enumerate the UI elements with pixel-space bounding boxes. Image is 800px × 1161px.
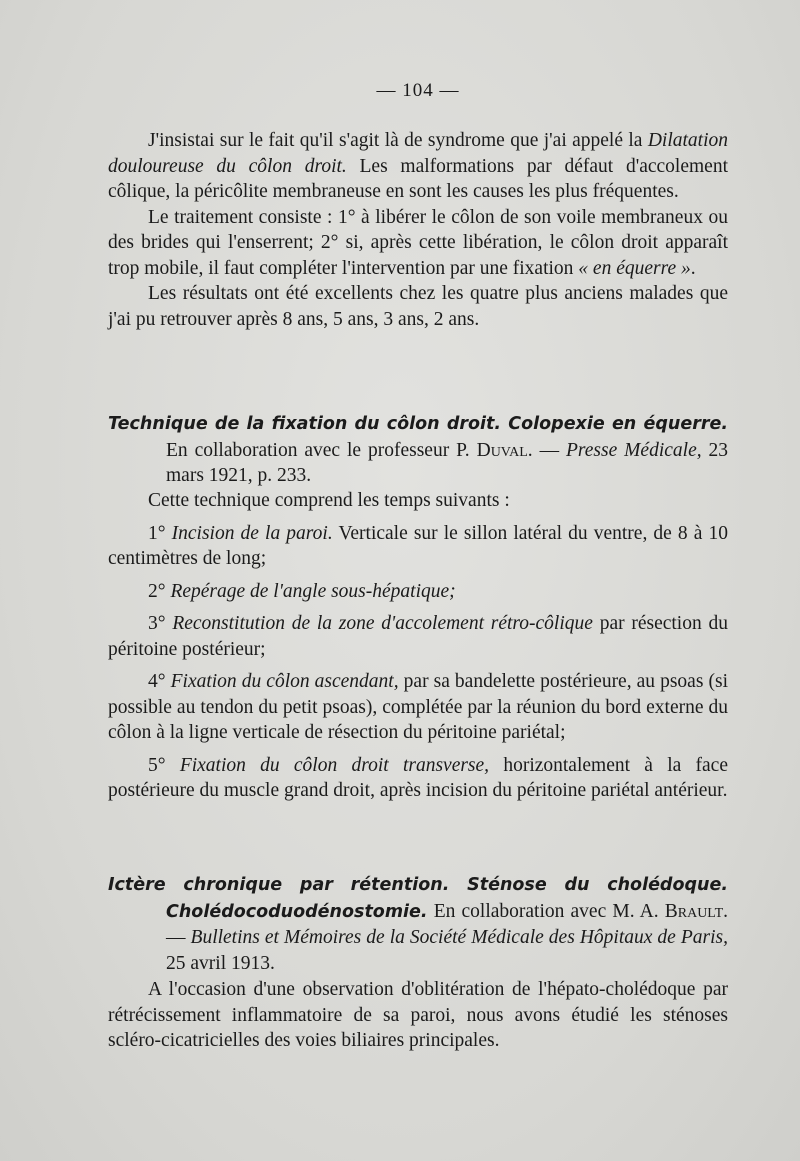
step-4 [108, 669, 728, 746]
text-run: En collaboration avec le professeur P. [166, 439, 477, 461]
publication-date: 23 mars 1921, p. 233. [166, 439, 729, 486]
author-name: Brault [664, 900, 724, 922]
intro-paragraph-1 [108, 128, 728, 205]
intro-block [108, 128, 728, 332]
section-1-heading [108, 411, 728, 489]
step-5 [108, 753, 728, 804]
step-number: 1° [148, 522, 172, 544]
step-number: 4° [148, 671, 171, 692]
section-1-body [108, 488, 728, 811]
journal-name: Presse Médicale, [566, 439, 702, 461]
text-run: . [690, 257, 696, 279]
publication-date: 25 avril 1913. [166, 952, 275, 974]
text-run: Les malformations par défaut d'accolement côlique, la péricôlite membraneuse en sont les causes les plus fréquentes. [108, 155, 728, 202]
syndrome-name: Dilatation douloureuse du côlon droit. [108, 130, 728, 177]
step-text: par sa bandelette postérieure, au psoas (si possible au tendon du petit psoas), complétée par la réunion du bord externe du côlon à la ligne verticale de résection du péritoine pariétal; [108, 671, 728, 743]
step-1 [108, 521, 728, 572]
step-title: Fixation du côlon droit transverse, [179, 754, 490, 776]
intro-paragraph-3: Les résultats ont été excellents chez les quatre plus anciens malades que j'ai pu retrouver après 8 ans, 5 ans, 3 ans, 2 ans. [108, 283, 728, 330]
step-text: horizontalement à la face postérieure du muscle grand droit, après incision du péritoine pariétal antérieur. [108, 754, 728, 801]
intro-paragraph-2 [108, 205, 728, 282]
page-number: — 104 — [376, 80, 460, 101]
step-text: Verticale sur le sillon latéral du ventre, de 8 à 10 centimètres de long; [108, 522, 728, 569]
step-text: par résection du péritoine postérieur; [108, 613, 728, 660]
step-2 [108, 579, 728, 605]
text-run: J'insistai sur le fait qu'il s'agit là de syndrome que j'ai appelé la [148, 130, 648, 151]
section-1-title: Technique de la fixation du côlon droit. Colopexie en équerre. [108, 414, 728, 434]
section-2-paragraph: A l'occasion d'une observation d'oblitération de l'hépato-cholédoque par rétrécissement inflammatoire de sa paroi, nous avons étudié les sténoses scléro-cicatricielles des voies biliaires principales. [108, 979, 728, 1051]
section-2-heading [108, 872, 728, 976]
section-2-body [108, 977, 728, 1054]
text-run: . — [166, 900, 728, 948]
author-name: Duval [476, 439, 528, 461]
step-title: Incision de la paroi. [171, 522, 333, 544]
step-title: Reconstitution de la zone d'accolement rétro-côlique [172, 613, 593, 634]
text-run: . — [527, 439, 566, 461]
step-3 [108, 611, 728, 662]
step-number: 3° [148, 613, 173, 634]
step-number: 2° [148, 580, 171, 602]
step-number: 5° [148, 754, 180, 776]
journal-name: Bulletins et Mémoires de la Société Médicale des Hôpitaux de Paris, [190, 927, 728, 948]
text-run: En collaboration avec M. A. [427, 900, 665, 922]
section-2-title: Ictère chronique par rétention. Sténose du cholédoque. Cholédocoduodénostomie. [108, 875, 728, 922]
step-title: Fixation du côlon ascendant, [170, 671, 399, 692]
fixation-term: « en équerre » [578, 257, 691, 279]
step-title: Repérage de l'angle sous-hépatique; [170, 580, 456, 602]
text-run: Le traitement consiste : 1° à libérer le côlon de son voile membraneux ou des brides qui l'enserrent; 2° si, après cette libération, le côlon droit apparaît trop mobile, il faut compléter l'intervention par une fixation [108, 206, 728, 279]
section-1-lead: Cette technique comprend les temps suivants : [148, 490, 510, 511]
